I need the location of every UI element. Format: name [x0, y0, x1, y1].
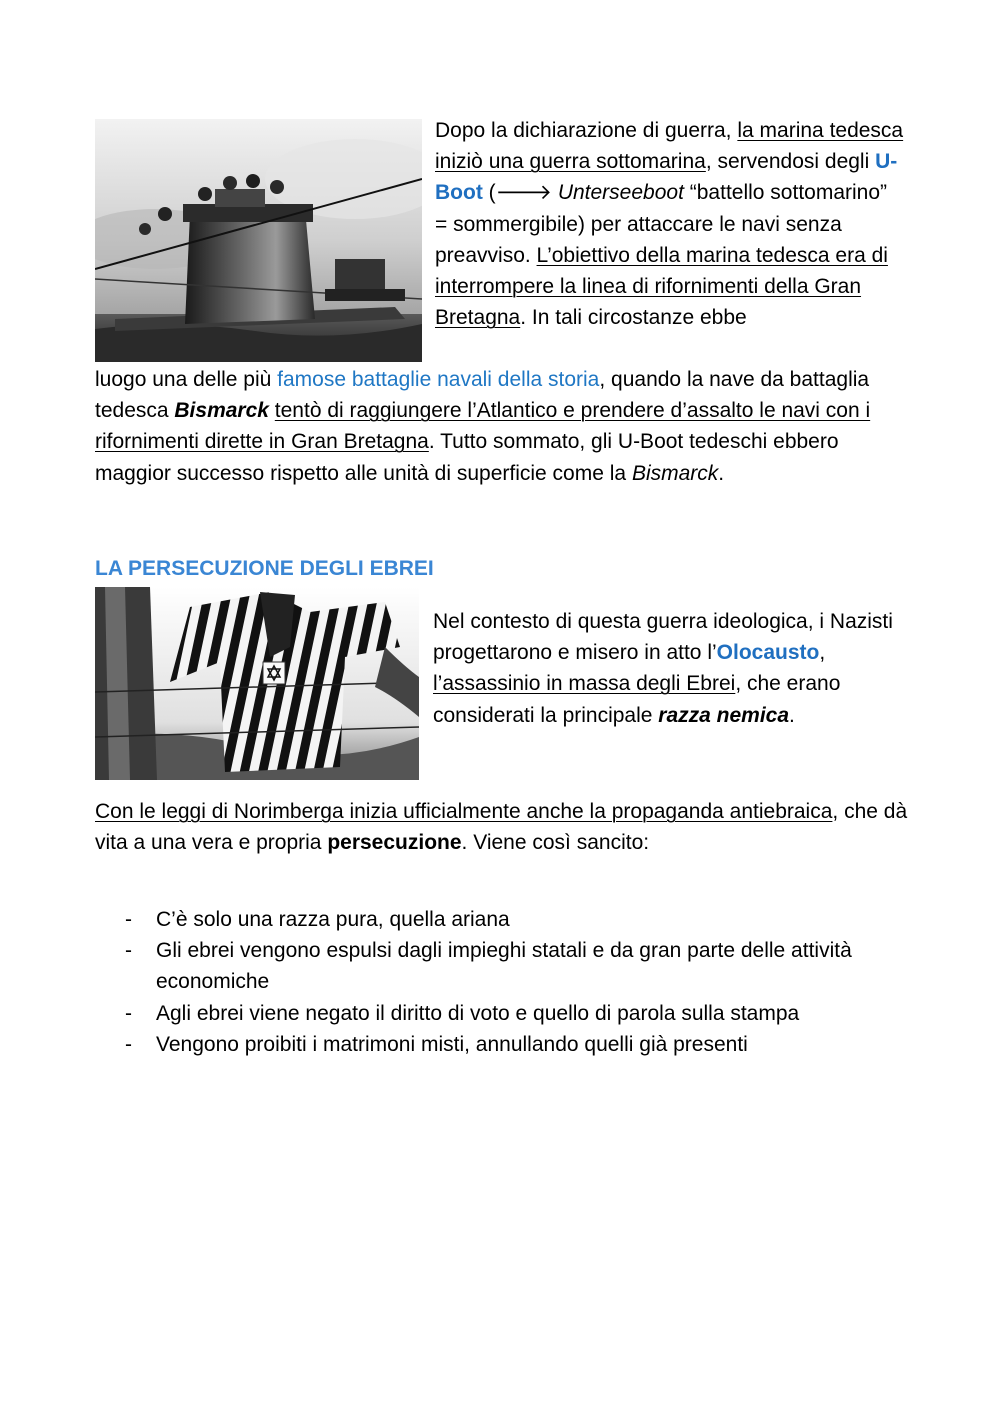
text-run: , servendosi degli — [705, 150, 876, 174]
paragraph-norimberga — [95, 796, 915, 858]
paragraph-uboot-intro — [435, 115, 905, 333]
list-item — [95, 904, 915, 935]
section-heading: LA PERSECUZIONE DEGLI EBREI — [95, 557, 434, 580]
text-run: . Viene così sancito: — [461, 831, 650, 855]
list-item-text: C’è solo una razza pura, quella ariana — [156, 908, 510, 931]
olocausto-term: Olocausto — [716, 641, 820, 665]
list-bullet: - — [125, 908, 132, 931]
text-run: . Tutto sommato, gli U-Boot tedeschi ebbero maggior successo rispetto alle unità di superficie come la — [95, 430, 839, 485]
list-item — [95, 1029, 915, 1060]
laws-list — [95, 904, 915, 1060]
unterseeboot-term: Unterseeboot — [557, 181, 684, 205]
text-run: . — [789, 703, 795, 727]
list-item-text: Vengono proibiti i matrimoni misti, annullando quelli già presenti — [156, 1032, 748, 1056]
list-item-text: Agli ebrei viene negato il diritto di voto e quello di parola sulla stampa — [156, 1001, 800, 1025]
razza-nemica-term: razza nemica — [658, 703, 790, 727]
text-run: , che erano considerati la principale — [433, 672, 841, 727]
underlined-text: Con le leggi di Norimberga inizia ufficialmente anche la propaganda antiebraica — [95, 800, 833, 823]
uboot-term: U-Boot — [435, 150, 898, 205]
text-run: Dopo la dichiarazione di guerra, — [435, 119, 738, 142]
bismarck-term: Bismarck — [631, 461, 719, 485]
text-run: , che dà vita a una vera e propria — [95, 800, 908, 855]
underlined-text: tentò di raggiungere l’Atlantico e prendere d’assalto le navi con i rifornimenti dirette in Gran Bretagna — [95, 399, 871, 454]
list-item — [95, 998, 915, 1029]
battles-link[interactable]: famose battaglie navali della storia — [277, 368, 600, 391]
arrow-right-icon: 🡒 — [495, 181, 552, 205]
list-bullet: - — [125, 939, 132, 963]
text-run: , — [819, 641, 826, 665]
underlined-text: la marina tedesca iniziò una guerra sottomarina — [435, 119, 904, 174]
list-item-text: Gli ebrei vengono espulsi dagli impieghi statali e da gran parte delle attività economiche — [156, 939, 852, 994]
paragraph-bismarck — [95, 364, 915, 489]
uniform-photo — [95, 587, 419, 780]
underlined-text: l’assassinio in massa degli Ebrei — [433, 672, 736, 696]
text-run: . In tali circostanze ebbe — [520, 306, 747, 330]
list-bullet: - — [125, 1001, 132, 1025]
text-run: ( — [482, 181, 496, 205]
bismarck-term: Bismarck — [174, 399, 269, 423]
persecuzione-term: persecuzione — [327, 831, 462, 855]
text-run: “battello sottomarino” = sommergibile) per attaccare le navi senza preavviso. — [435, 181, 888, 267]
underlined-text: L’obiettivo della marina tedesca era di interrompere la linea di rifornimenti della Gran Bretagna — [435, 243, 888, 330]
submarine-photo — [95, 119, 422, 362]
paragraph-holocaust — [433, 606, 903, 731]
list-item — [95, 935, 915, 997]
text-run: , quando la nave da battaglia tedesca — [95, 368, 870, 423]
text-run: . — [718, 461, 725, 485]
list-bullet: - — [125, 1032, 132, 1056]
text-run: Nel contesto di questa guerra ideologica, i Nazisti progettarono e misero in atto l’ — [433, 610, 893, 665]
text-run: luogo una delle più — [95, 368, 278, 391]
